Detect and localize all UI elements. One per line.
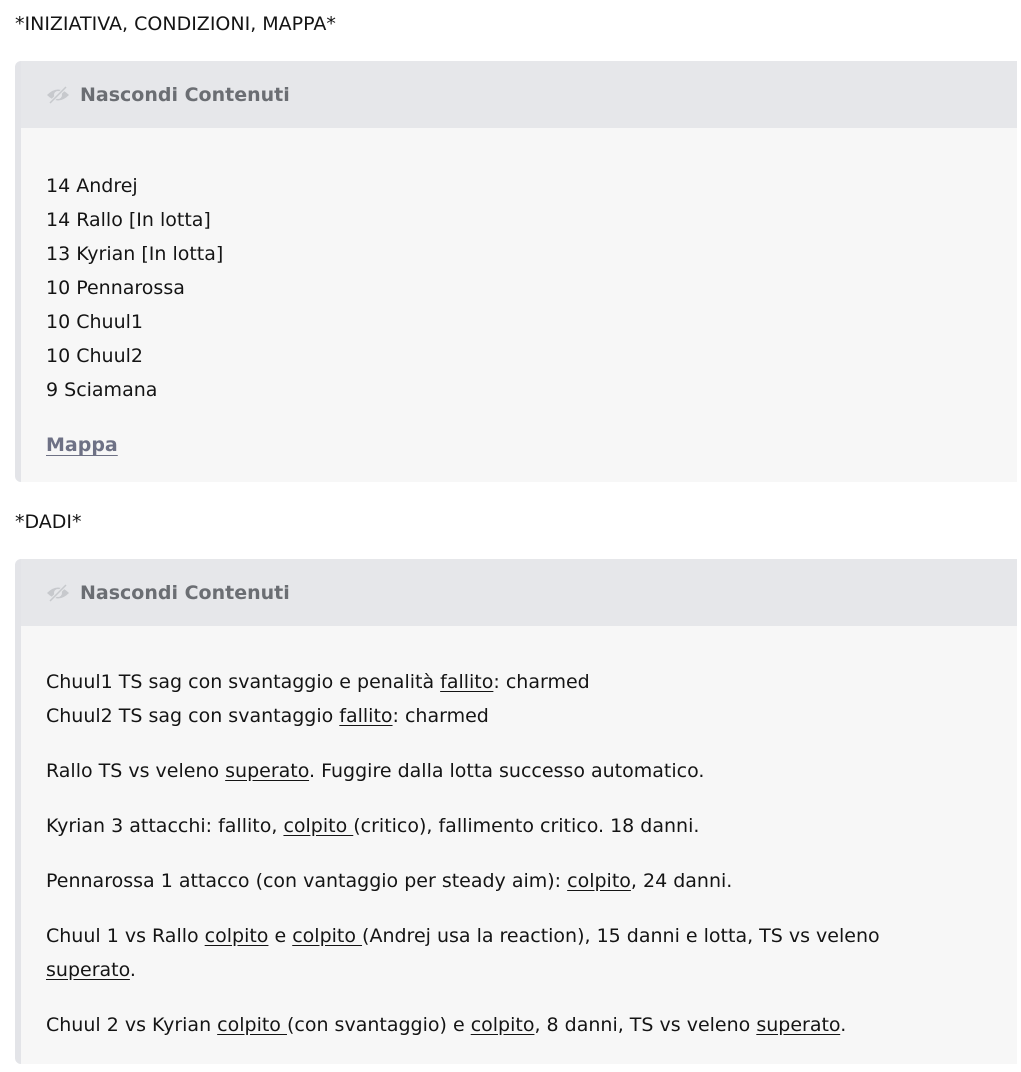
map-link[interactable]: Mappa xyxy=(46,434,118,456)
dice-line: Chuul2 TS sag con svantaggio fallito: charmed xyxy=(46,705,489,727)
result-link[interactable]: superato xyxy=(225,760,310,782)
initiative-list xyxy=(21,128,1017,462)
result-link[interactable]: colpito xyxy=(470,1014,535,1036)
dice-line: Chuul 2 vs Kyrian colpito (con svantaggio) e colpito, 8 danni, TS vs veleno superato. xyxy=(46,1014,847,1036)
dice-line: Chuul 1 vs Rallo colpito e colpito (Andrej usa la reaction), 15 danni e lotta, TS vs veleno superato. xyxy=(46,925,880,981)
spoiler-dice xyxy=(15,559,1017,1064)
spoiler-initiative xyxy=(15,61,1017,482)
initiative-item: 10 Pennarossa xyxy=(46,277,185,299)
eye-slash-icon xyxy=(45,85,71,105)
dice-line: Pennarossa 1 attacco (con vantaggio per steady aim): colpito, 24 danni. xyxy=(46,870,733,892)
spoiler-label: Nascondi Contenuti xyxy=(80,581,290,604)
spoiler-toggle-dice[interactable] xyxy=(21,559,1017,626)
result-link[interactable]: fallito xyxy=(339,705,393,727)
result-link[interactable]: colpito xyxy=(204,925,269,947)
result-link[interactable]: fallito xyxy=(440,671,494,693)
dice-line: Rallo TS vs veleno superato. Fuggire dalla lotta successo automatico. xyxy=(46,760,705,782)
eye-slash-icon xyxy=(45,583,71,603)
result-link[interactable]: superato xyxy=(46,959,130,981)
section-title-initiative: *INIZIATIVA, CONDIZIONI, MAPPA* xyxy=(15,13,336,35)
result-link[interactable]: colpito xyxy=(292,925,363,947)
initiative-item: 13 Kyrian [In lotta] xyxy=(46,243,224,265)
initiative-item: 10 Chuul2 xyxy=(46,345,143,367)
initiative-item: 14 Andrej xyxy=(46,175,138,197)
section-title-dice: *DADI* xyxy=(15,511,82,533)
spoiler-label: Nascondi Contenuti xyxy=(80,83,290,106)
initiative-item: 14 Rallo [In lotta] xyxy=(46,209,211,231)
initiative-item: 9 Sciamana xyxy=(46,379,158,401)
dice-line: Kyrian 3 attacchi: fallito, colpito (critico), fallimento critico. 18 danni. xyxy=(46,815,700,837)
result-link[interactable]: superato xyxy=(756,1014,841,1036)
result-link[interactable]: colpito xyxy=(217,1014,287,1036)
result-link[interactable]: colpito xyxy=(283,815,354,837)
spoiler-toggle-initiative[interactable] xyxy=(21,61,1017,128)
dice-content xyxy=(21,626,1017,1042)
initiative-item: 10 Chuul1 xyxy=(46,311,143,333)
dice-line: Chuul1 TS sag con svantaggio e penalità fallito: charmed xyxy=(46,671,590,693)
result-link[interactable]: colpito xyxy=(567,870,631,892)
